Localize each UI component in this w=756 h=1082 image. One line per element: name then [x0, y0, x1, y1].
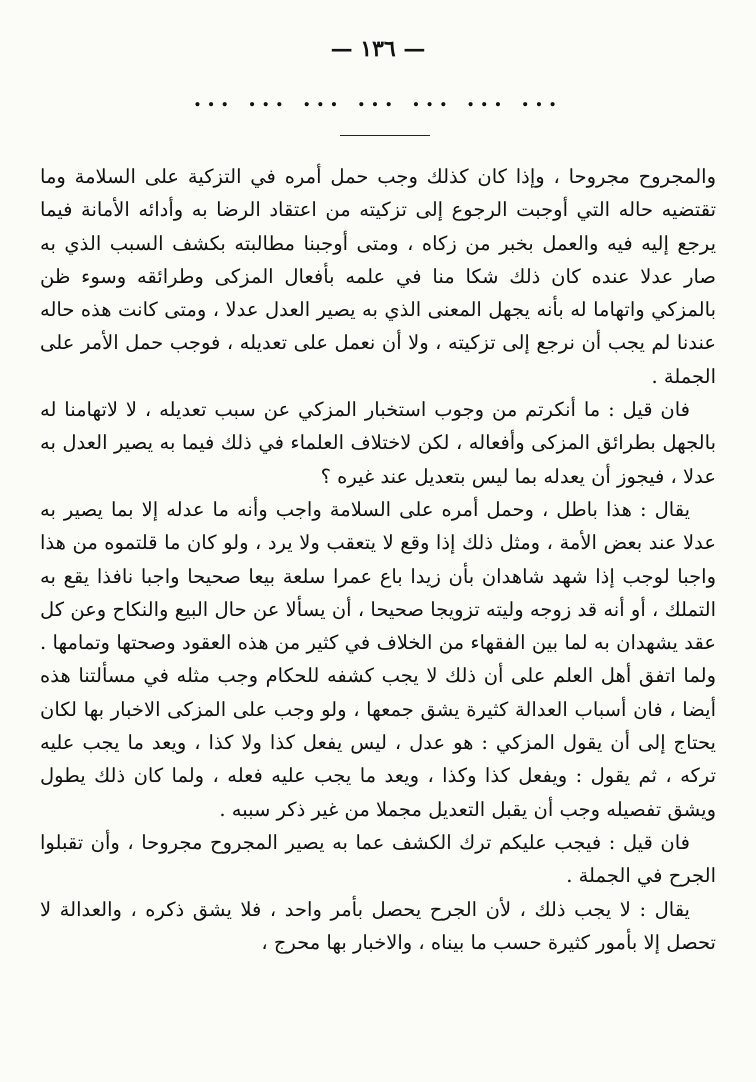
paragraph: يقال : هذا باطل ، وحمل أمره على السلامة واجب وأنه ما عدله إلا بما يصير به عدلا عند بعض الأمة ، ومثل ذلك إذا وقع لا يتعقب ولا يرد ، ولو كان ما قلتموه من هذا واجبا لوجب إذا شهد شاهدان بأن زيدا باع عمرا سلعة بيعا صحيحا واجبا نافذا يقع به التملك ، أو أنه قد زوجه وليته تزويجا صحيحا ، أن يسألا عن حال البيع والنكاح وعن كل عقد يشهدان به لما بين الفقهاء من الخلاف في كثير من هذه العقود وصحتها وتمامها . ولما اتفق أهل العلم على أن ذلك لا يجب كشفه للحكام وجب مثله في مسألتنا هذه أيضا ، فان أسباب العدالة كثيرة يشق جمعها ، ولو وجب على المزكى الاخبار بها لكان يحتاج إلى أن يقول المزكي : هو عدل ، ليس يفعل كذا ولا كذا ، ويعد ما يجب عليه تركه ، ثم يقول : ويفعل كذا وكذا ، ويعد ما يجب عليه فعله ، ولما كان ذلك يطول ويشق تفصيله وجب أن يقبل التعديل مجملا من غير ذكر سببه .	[40, 497, 716, 821]
section-ornament: ... ... ... ... ... ... ...	[193, 86, 563, 112]
paragraph: يقال : لا يجب ذلك ، لأن الجرح يحصل بأمر واحد ، فلا يشق ذكره ، والعدالة لا تحصل إلا بأمور كثيرة حسب ما بيناه ، والاخبار بها محرج ،	[40, 897, 716, 954]
body-text	[40, 160, 716, 959]
separator-rule	[340, 135, 430, 136]
paragraph: فان قيل : ما أنكرتم من وجوب استخبار المزكي عن سبب تعديله ، لا لاتهامنا له بالجهل بطرائق المزكى وأفعاله ، لكن لاختلاف العلماء في ذلك فيما به يصير العدل به عدلا ، فيجوز أن يعدله بما ليس بتعديل عند غيره ؟	[40, 398, 716, 488]
paragraph: فان قيل : فيجب عليكم ترك الكشف عما به يصير المجروح مجروحا ، وأن تقبلوا الجرح في الجملة .	[40, 830, 716, 888]
page-number: — ١٣٦ —	[330, 36, 426, 62]
paragraph: والمجروح مجروحا ، وإذا كان كذلك وجب حمل أمره في التزكية على السلامة وما تقتضيه حاله التي أوجبت الرجوع إلى تزكيته من اعتقاد الرضا به وأدائه الأمانة فيما يرجع إليه فيه والعمل بخبر من زكاه ، ومتى أوجبنا مطالبته بكشف السبب الذي به صار عدلا عنده كان ذلك شكا منا في علمه بأفعال المزكى وطرائقه وسوء ظن بالمزكي واتهاما له بأنه يجهل المعنى الذي به يصير العدل عدلا ، ومتى كانت هذه حاله عندنا لم يجب أن نرجع إلى تزكيته ، ولا أن نعمل على تعديله ، فوجب حمل الأمر على الجملة .	[40, 165, 716, 388]
